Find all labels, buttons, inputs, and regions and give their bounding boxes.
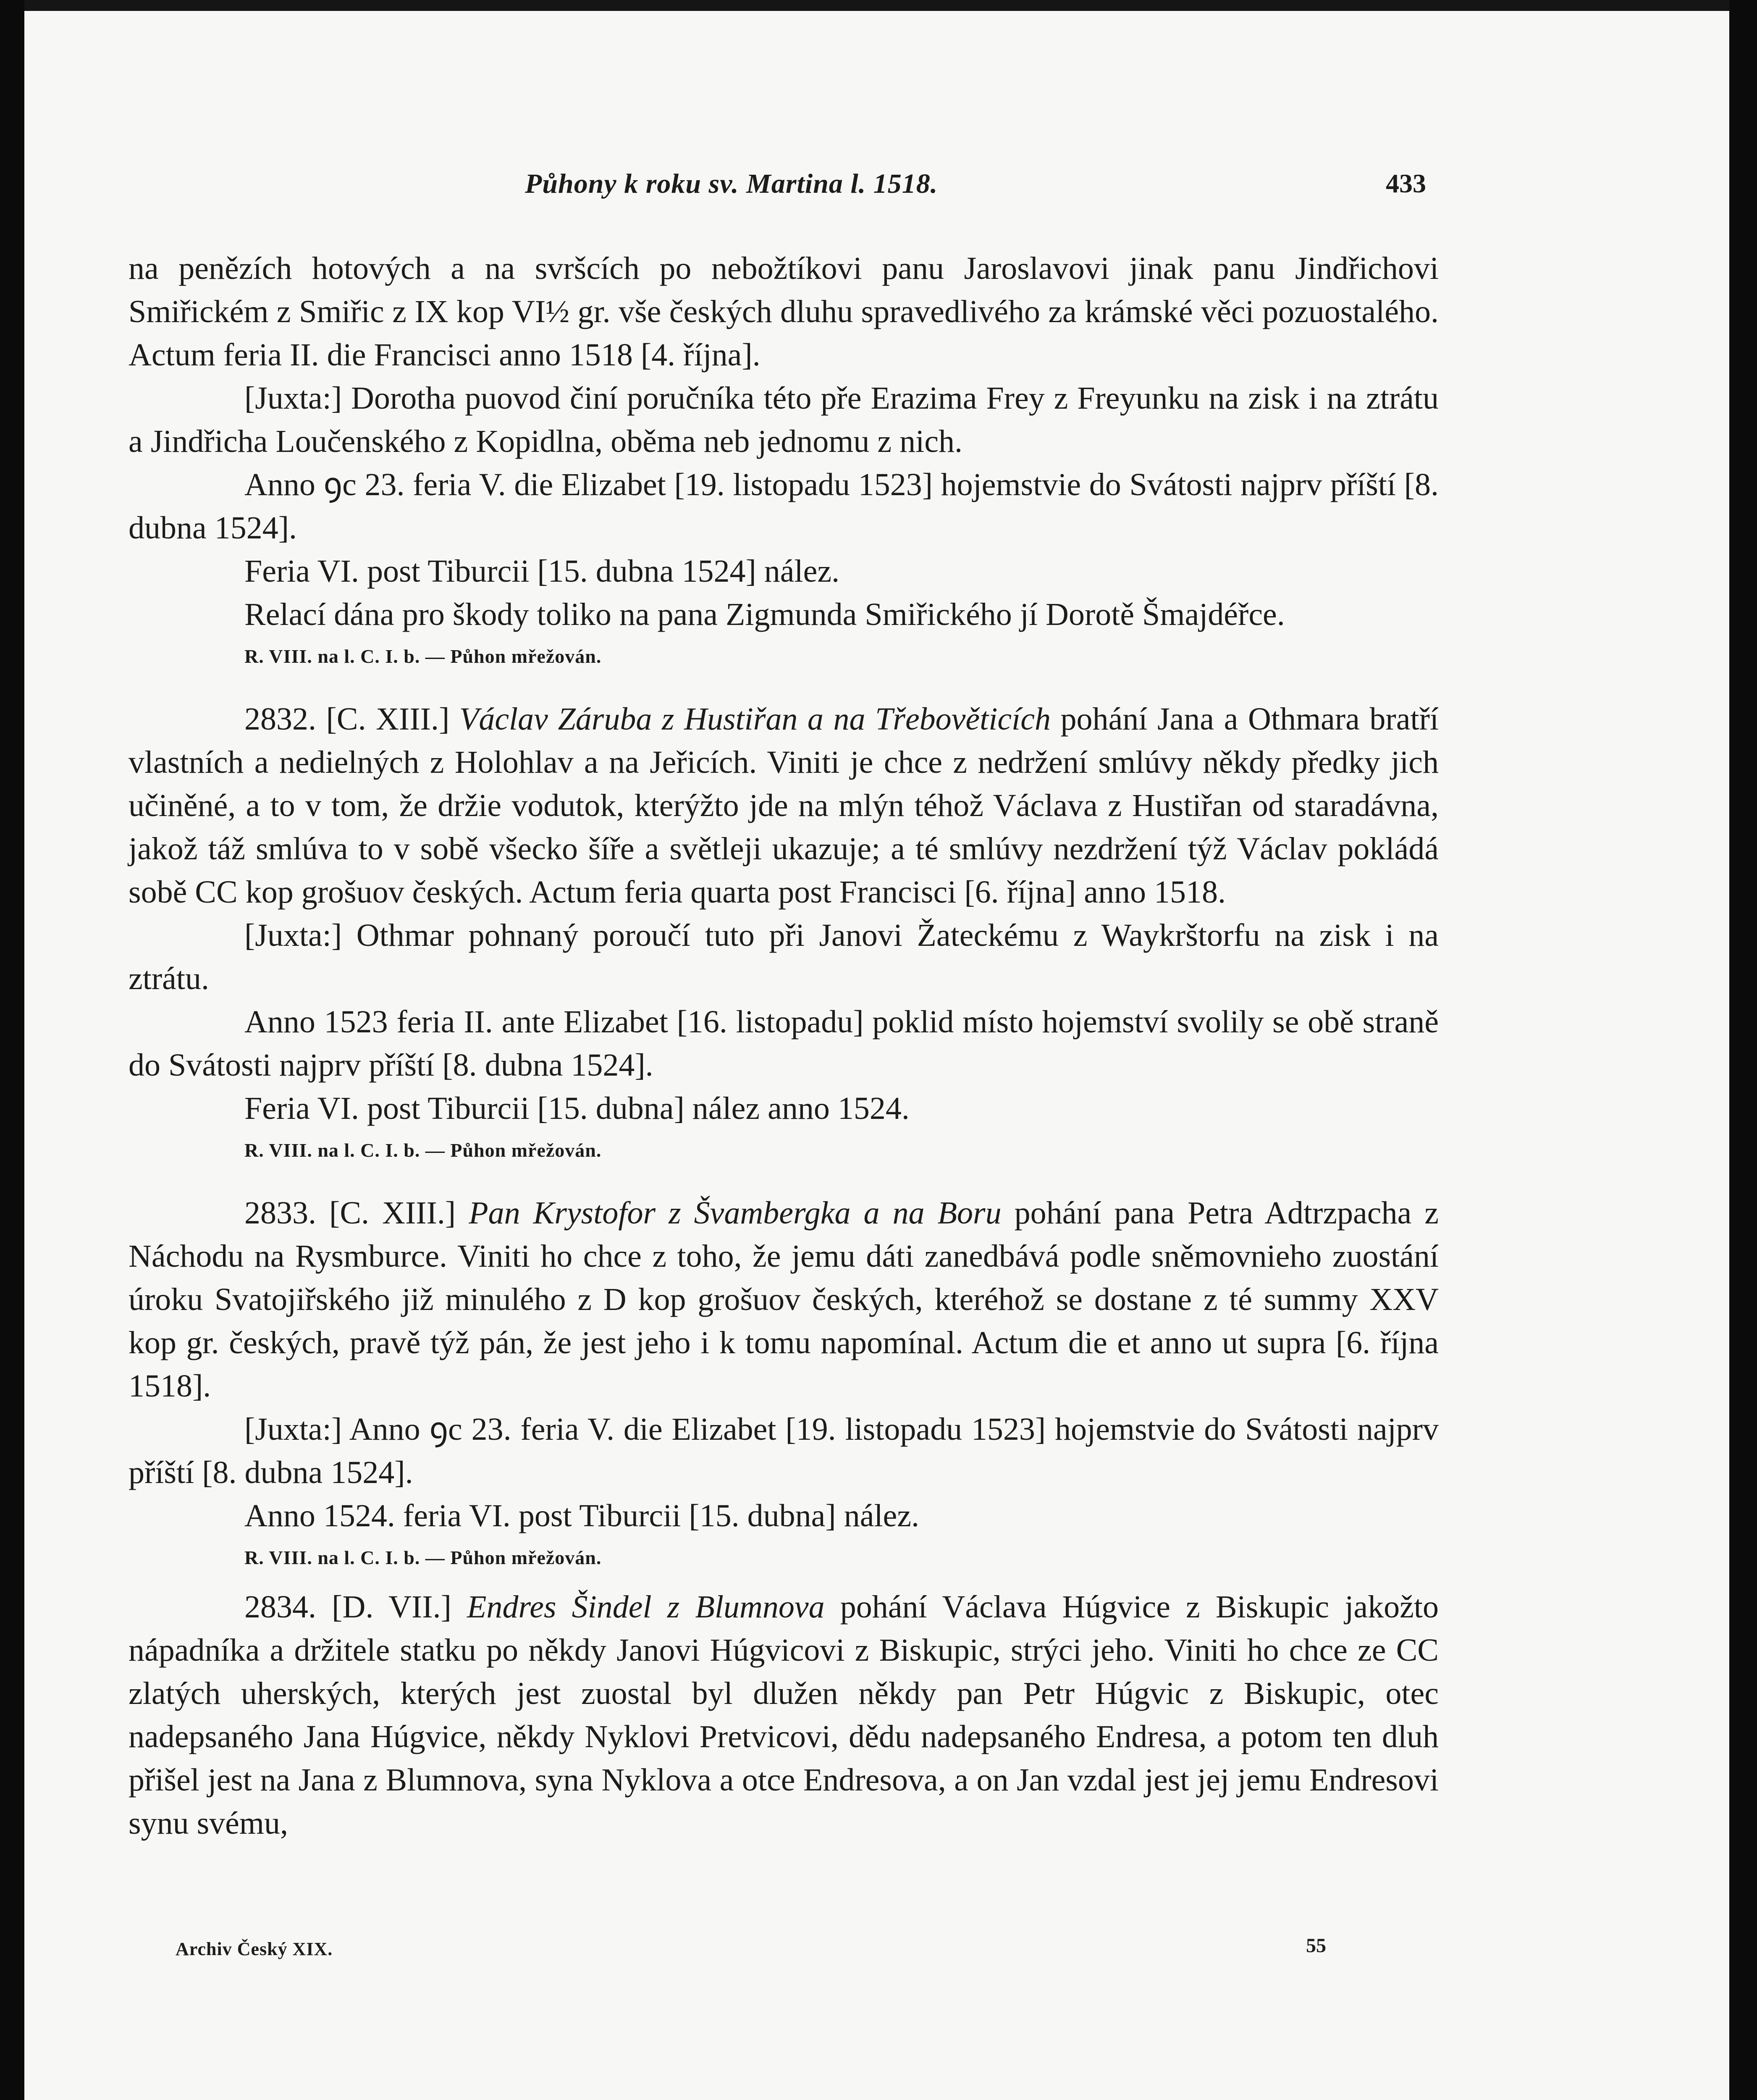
publication-title: Archiv Český XIX. [176,1939,333,1959]
paragraph: Feria VI. post Tiburcii [15. dubna 1524] nález. [244,554,840,589]
plaintiff-name: Václav Záruba z Hustiřan a na Třebověticích [459,701,1051,737]
paragraph: [Juxta:] Dorotha puovod činí poručníka této pře Erazima Frey z Freyunku na zisk i na ztrátu a Jindřicha Loučenského z Kopidlna, oběma neb jednomu z nich. [128,381,1439,459]
entry-number: 2834. [D. VII.] [244,1589,451,1625]
entry-text: pohání pana Petra Adtrzpacha z Náchodu na Rysmburce. Viniti ho chce z toho, že jemu dáti zanedbává podle sněmovnieho zuostání úroku Svatojiřského již minulého z D kop grošuov českých, kteréhož se dostane z té summy XXV kop gr. českých, pravě týž pán, že jest jeho i k tomu napomínal. Actum die et anno ut supra [6. října 1518]. [128,1195,1439,1404]
scan-border-right [1729,0,1757,2100]
paragraph: [Juxta:] Othmar pohnaný poroučí tuto při Janovi Žateckému z Waykrštorfu na zisk i na ztrátu. [128,918,1439,996]
running-title: Půhony k roku sv. Martina l. 1518. [525,168,938,199]
plaintiff-name: Endres Šindel z Blumnova [467,1589,825,1625]
page-number: 433 [1386,168,1426,198]
paragraph: na penězích hotových a na svršcích po nebožtíkovi panu Jaroslavovi jinak panu Jindřichovi Smiřickém z Smiřic z IX kop VI½ gr. vše českých dluhu spravedlivého za krámské věci pozuostalého. Actum feria II. die Francisci anno 1518 [4. října]. [128,251,1439,373]
entry-text: pohání Václava Húgvice z Biskupic jakožto nápadníka a držitele statku po někdy Janovi Húgvicovi z Biskupic, strýci jeho. Viniti ho chce ze CC zlatých uherských, kterých jest zuostal byl dlužen někdy pan Petr Húgvic z Biskupic, otec nadepsaného Jana Húgvice, někdy Nyklovi Pretvicovi, dědu nadepsaného Endresa, a potom ten dluh přišel jest na Jana z Blumnova, syna Nyklova a otce Endresova, a on Jan vzdal jest jej jemu Endresovi synu svému, [128,1589,1439,1841]
entry-2833 [128,1192,1439,1408]
spacer [128,1578,1439,1586]
entry-number: 2832. [C. XIII.] [244,701,450,737]
entry-text: pohání Jana a Othmara bratří vlastních a nedielných z Holohlav a na Jeřicích. Viniti je chce z nedržení smlúvy někdy předky jich učiněné, a to v tom, že držie vodutok, kterýžto jde na mlýn téhož Václava z Hustiřan od staradávna, jakož táž smlúva to v sobě všecko šíře a světleji ukazuje; a té smlúvy nezdržení týž Václav pokládá sobě CC kop grošuov českých. Actum feria quarta post Francisci [6. října] anno 1518. [128,701,1439,910]
archive-reference: R. VIII. na l. C. I. b. — Půhon mřežován. [244,646,602,667]
sheet-signature: 55 [1306,1935,1326,1957]
paragraph: [Juxta:] Anno ꝯc 23. feria V. die Elizabet [19. listopadu 1523] hojemstvie do Svátosti najprv příští [8. dubna 1524]. [128,1412,1439,1490]
scan-border-left [0,0,24,2100]
archive-reference: R. VIII. na l. C. I. b. — Půhon mřežován. [244,1139,602,1161]
entry-number: 2833. [C. XIII.] [244,1195,456,1231]
paragraph: Anno 1524. feria VI. post Tiburcii [15. dubna] nález. [244,1498,920,1533]
paragraph: Relací dána pro škody toliko na pana Zigmunda Smiřického jí Dorotě Šmajdéřce. [244,597,1285,632]
archive-reference: R. VIII. na l. C. I. b. — Půhon mřežován. [244,1547,602,1568]
paragraph: Feria VI. post Tiburcii [15. dubna] nález anno 1524. [244,1091,910,1126]
entry-2832 [128,698,1439,914]
plaintiff-name: Pan Krystofor z Švambergka a na Boru [469,1195,1002,1231]
body-text [128,247,1439,1845]
running-head [0,168,1757,206]
entry-2834 [128,1586,1439,1845]
scan-border-top [24,0,1729,11]
paragraph: Anno ꝯc 23. feria V. die Elizabet [19. listopadu 1523] hojemstvie do Svátosti najprv příští [8. dubna 1524]. [128,467,1439,546]
spacer [128,1171,1439,1192]
paragraph: Anno 1523 feria II. ante Elizabet [16. listopadu] poklid místo hojemství svolily se obě straně do Svátosti najprv příští [8. dubna 1524]. [128,1004,1439,1083]
spacer [128,677,1439,698]
